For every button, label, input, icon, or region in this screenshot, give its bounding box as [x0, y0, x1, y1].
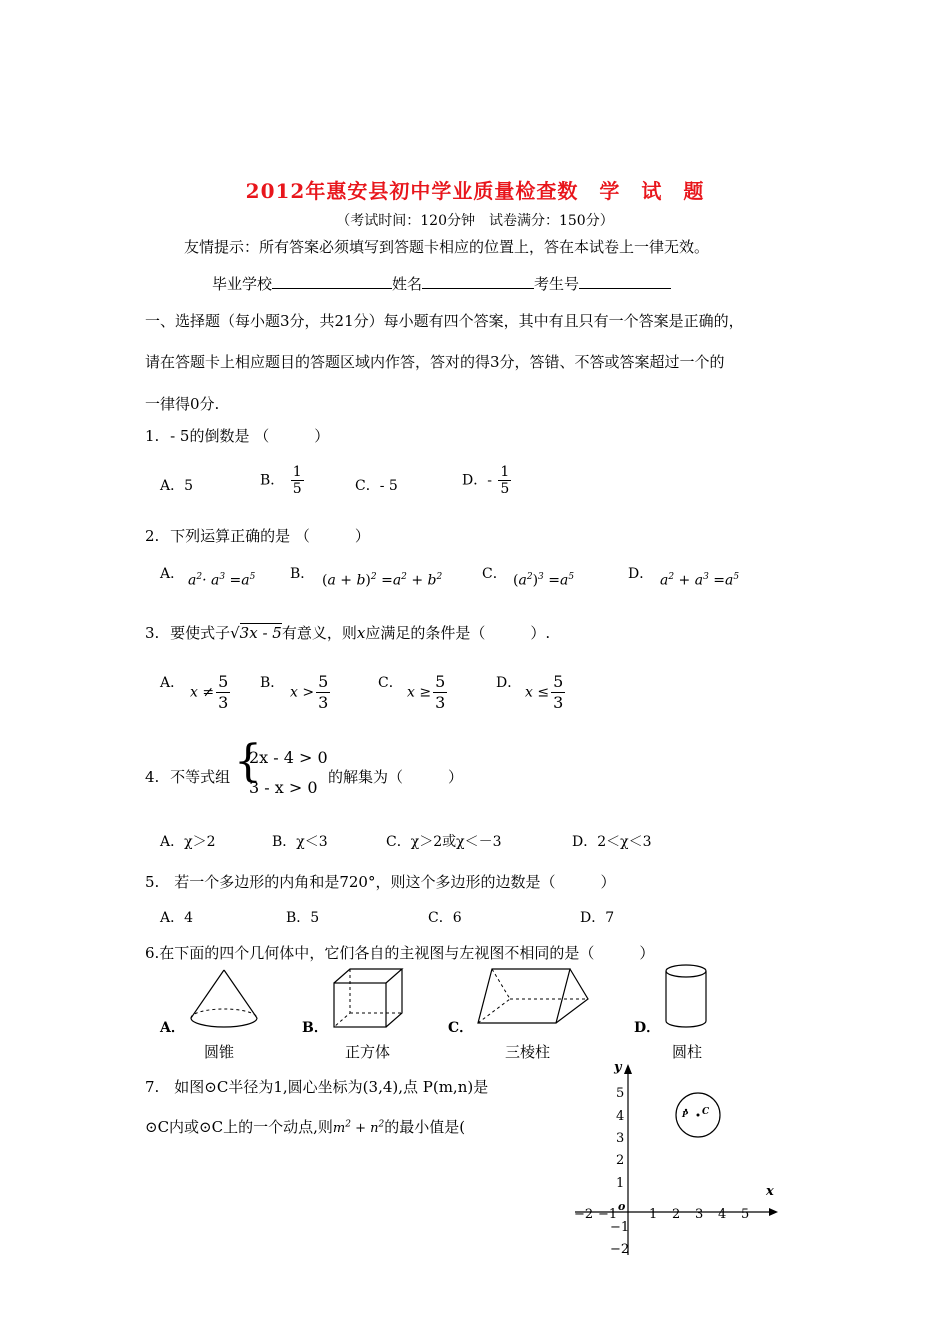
- q4-ineq2: 3 - x > 0: [249, 778, 318, 797]
- q5-option-a: A．4: [160, 910, 194, 926]
- y-tick-label: 3: [616, 1131, 625, 1146]
- q1-option-a: A．5: [160, 478, 194, 494]
- q1-b-label: B．: [260, 472, 285, 489]
- cube-figure: [332, 967, 406, 1033]
- q3-option-d-label: D．: [496, 675, 522, 691]
- q7-line2-pre: ⊙C内或⊙C上的一个动点,则: [145, 1118, 333, 1136]
- q4-option-b: B．χ＜3: [272, 834, 328, 850]
- x-axis-label: x: [766, 1184, 774, 1199]
- q3-d-num: 5: [553, 672, 564, 691]
- q5-option-c: C．6: [428, 910, 462, 926]
- q6-caption-prism: 三棱柱: [505, 1043, 551, 1061]
- q3-sqrt: √3x - 5: [230, 624, 282, 642]
- y-tick-label: 4: [616, 1109, 625, 1124]
- q6-caption-cylinder: 圆柱: [672, 1043, 703, 1061]
- q4-number: 4.: [145, 768, 160, 786]
- q1-b-den: 5: [292, 481, 302, 497]
- q5-option-b: B．5: [286, 910, 320, 926]
- q1-option-c: C．- 5: [355, 478, 398, 494]
- question-5: 5. 若一个多边形的内角和是720°，则这个多边形的边数是（ ）: [145, 873, 616, 891]
- q4-pre: 不等式组: [170, 768, 231, 786]
- x-axis-arrow: [769, 1208, 778, 1216]
- y-tick-label: −1: [610, 1220, 630, 1235]
- q2-option-a-label: A．: [160, 566, 185, 582]
- q3-b-num: 5: [318, 672, 329, 691]
- q4-ineq1: 2x - 4 > 0: [249, 748, 328, 767]
- q3-var: x: [356, 624, 366, 642]
- q3-d-den: 3: [553, 693, 564, 712]
- id-blank[interactable]: [579, 274, 671, 289]
- q7-coordinate-graph: [570, 1060, 785, 1264]
- question-7-line1: 7. 如图⊙C半径为1,圆心坐标为(3,4),点 P(m,n)是: [145, 1078, 489, 1096]
- y-tick-label: 1: [616, 1176, 625, 1191]
- y-axis-arrow: [624, 1064, 632, 1074]
- cone-figure: [188, 968, 260, 1034]
- x-tick-label: −2: [574, 1207, 594, 1222]
- q6-caption-cube: 正方体: [345, 1043, 391, 1061]
- q4-option-d: D．2＜χ＜3: [572, 834, 652, 850]
- q5-option-d: D．7: [580, 910, 615, 926]
- q3-c-num: 5: [435, 672, 446, 691]
- q1-d-num: 1: [500, 464, 510, 480]
- section1-line2: 请在答题卡上相应题目的答题区域内作答，答对的得3分，答错、不答或答案超过一个的: [145, 353, 725, 371]
- q6-option-a: A．: [160, 1020, 185, 1036]
- name-label: 姓名: [392, 275, 423, 293]
- q3-post: 应满足的条件是（ ）.: [365, 624, 551, 642]
- y-tick-label: 5: [616, 1086, 625, 1101]
- x-tick-label: 5: [741, 1207, 750, 1222]
- exam-info: （考试时间：120分钟 试卷满分：150分）: [336, 213, 614, 229]
- q6-option-b: B．: [302, 1020, 328, 1036]
- q2-option-c-expr: $(a^2)^3 =a^5$: [513, 572, 575, 589]
- q4-option-a: A．χ＞2: [160, 834, 216, 850]
- origin-label: o: [618, 1200, 626, 1213]
- question-7-line2: [145, 1116, 465, 1137]
- q3-option-a-expr: x ≠ $\frac{5}{3}$: [190, 672, 229, 712]
- q3-radicand: 3x - 5: [239, 624, 282, 642]
- q2-option-c-label: C．: [482, 566, 507, 582]
- q2-option-a-expr: $a^2\cdot a^3 =a^5$: [188, 572, 256, 589]
- name-blank[interactable]: [422, 274, 534, 289]
- x-tick-label: 3: [695, 1207, 704, 1222]
- section1-line1: 一、选择题（每小题3分，共21分）每小题有四个答案，其中有且只有一个答案是正确的，: [145, 312, 744, 330]
- point-c-label: C: [702, 1107, 710, 1117]
- q2-option-d-label: D．: [628, 566, 654, 582]
- q2-text: 下列运算正确的是 （ ）: [170, 527, 370, 545]
- question-2: [145, 525, 370, 546]
- q3-a-num: 5: [218, 672, 229, 691]
- q4-post: 的解集为（ ）: [328, 768, 464, 786]
- student-info-line: [212, 273, 671, 294]
- q3-a-den: 3: [218, 693, 229, 712]
- q4-brace: {: [234, 736, 262, 787]
- q1-d-fraction: [498, 464, 511, 497]
- q3-option-c-label: C．: [378, 675, 403, 691]
- point-p-label: P: [682, 1109, 689, 1119]
- q3-option-c-expr: x ≥ $\frac{5}{3}$: [407, 672, 446, 712]
- x-tick-label: 4: [718, 1207, 727, 1222]
- question-3: [145, 622, 550, 643]
- q4-option-c: C．χ＞2或χ＜－3: [386, 834, 502, 850]
- q3-number: 3.: [145, 624, 160, 642]
- q1-expression: - 5: [170, 427, 190, 445]
- section1-line3: 一律得0分.: [145, 395, 220, 413]
- q1-b-fraction: [291, 464, 304, 497]
- q3-option-b-label: B．: [260, 675, 285, 691]
- y-axis-label: y: [614, 1060, 622, 1075]
- q1-d-den: 5: [500, 481, 510, 497]
- question-4-label: [145, 766, 230, 787]
- q3-c-den: 3: [435, 693, 446, 712]
- y-tick-label: −2: [610, 1242, 630, 1257]
- q3-option-b-expr: x > $\frac{5}{3}$: [290, 672, 329, 712]
- q3-mid: 有意义，则: [281, 624, 357, 642]
- x-tick-label: −1: [598, 1207, 618, 1222]
- question-6: 6.在下面的四个几何体中，它们各自的主视图与左视图不相同的是（ ）: [145, 944, 655, 962]
- x-tick-label: 1: [649, 1207, 658, 1222]
- q3-b-den: 3: [318, 693, 329, 712]
- q7-expression: $m^2 + n^2$: [332, 1119, 385, 1136]
- q2-option-d-expr: $a^2 + a^3 =a^5$: [660, 572, 740, 589]
- q6-option-c: C．: [448, 1020, 474, 1036]
- q1-option-d: [462, 464, 513, 497]
- cylinder-figure: [664, 963, 708, 1033]
- page-title: 2012年惠安县初中学业质量检查数 学 试 题: [245, 179, 705, 203]
- y-tick-label: 2: [616, 1153, 625, 1168]
- id-label: 考生号: [534, 275, 580, 293]
- q3-option-a-label: A．: [160, 675, 185, 691]
- center-c-dot: [697, 1114, 700, 1117]
- q1-option-b: [260, 464, 306, 497]
- school-label: 毕业学校: [212, 275, 273, 293]
- q7-line2-post: 的最小值是(: [384, 1118, 466, 1136]
- q2-option-b-label: B．: [290, 566, 315, 582]
- q1-text: 的倒数是 （ ）: [189, 427, 330, 445]
- friendly-tip: 友情提示：所有答案必须填写到答题卡相应的位置上，答在本试卷上一律无效。: [184, 238, 710, 256]
- q2-number: 2.: [145, 527, 160, 545]
- x-tick-label: 2: [672, 1207, 681, 1222]
- q6-option-d: D．: [634, 1020, 661, 1036]
- q2-option-b-expr: $(a + b)^2 =a^2 + b^2$: [322, 572, 443, 589]
- q6-caption-cone: 圆锥: [204, 1043, 235, 1061]
- school-blank[interactable]: [272, 274, 392, 289]
- q3-option-d-expr: x ≤ $\frac{5}{3}$: [525, 672, 564, 712]
- q1-number: 1.: [145, 427, 160, 445]
- q1-d-label: D．-: [462, 472, 492, 489]
- q1-b-num: 1: [292, 464, 302, 480]
- question-1: [145, 425, 329, 446]
- triangular-prism-figure: [476, 967, 592, 1033]
- q3-pre: 要使式子: [170, 624, 231, 642]
